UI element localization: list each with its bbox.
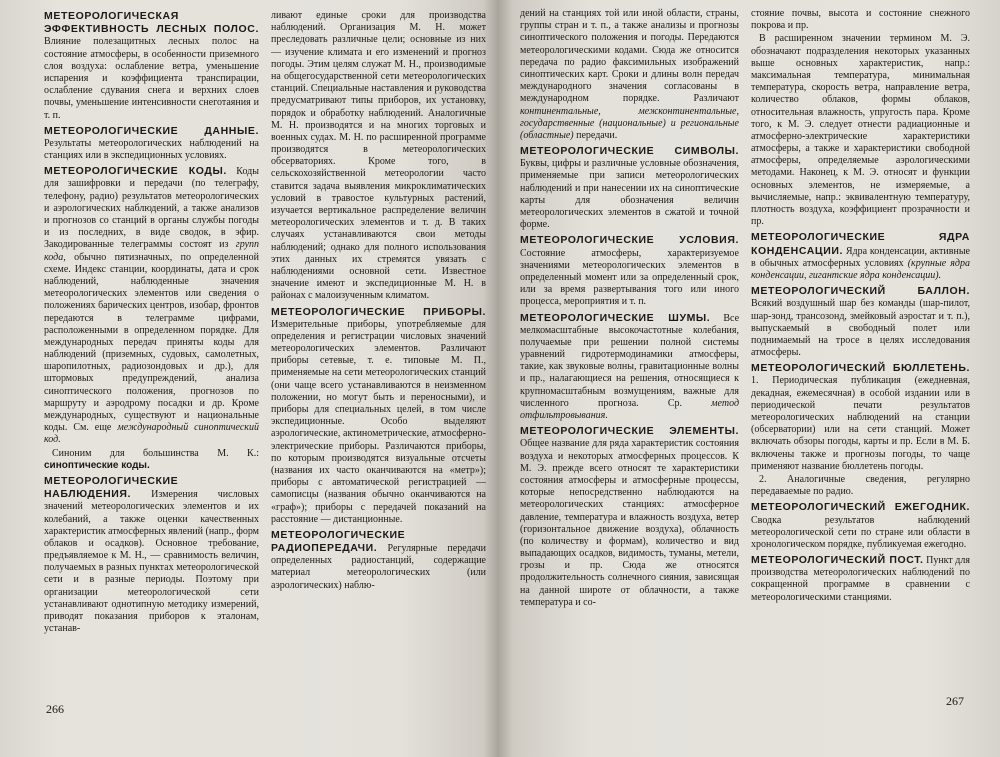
entry-headword: МЕТЕОРОЛОГИЧЕСКИЕ РАДИОПЕРЕДАЧИ. xyxy=(271,528,406,555)
italic-term: групп кода, xyxy=(44,239,259,263)
entry-text: Измерения числовых значений метеорологических элементов и их колебаний, а также оценки качественных характеристик атмосферных явлений (напр., форм облаков и осадков). Основное требование, предъявляемое к М. Н., — сравнимость величин, получаемых в разных пунктах метеорологической сети и в разные периоды. Поэтому при организации метеорологической сети устанавливают однотипную методику измерений, приводят показания приборов к эталонам, устанав- xyxy=(44,489,259,635)
entry-text: Ядра конденсации, активные в обычных атмосферных условиях xyxy=(751,245,970,269)
entry-text: передачи. xyxy=(576,129,618,141)
entry-text: Регулярные передачи определенных радиостанций, содержащие материал метеорологических (или аэрологических) наблю- xyxy=(271,543,486,591)
page-number-left: 266 xyxy=(46,702,64,716)
entry-text: Буквы, цифры и различные условные обозначения, применяемые при записи метеорологических наблюдений и при нанесении их на синоптические карты для обозначения величин метеорологических элементов в сжатой и точной форме. xyxy=(520,158,739,231)
dictionary-entry xyxy=(271,529,486,592)
entry-text: Результаты метеорологических наблюдений на станциях или в экспедиционных условиях. xyxy=(44,137,259,162)
entry-text: 1. Периодическая публикация (ежедневная, декадная, ежемесячная) в особой издании или в периодической печати результатов метеорологических наблюдений на станции (обсерватории) или на сети станций. Может включать обзоры погоды, карты и пр. Если в М. Б. включены также и прогнозы погоды, то чаще применяют название бюллетень погоды. xyxy=(751,375,970,472)
column-1 xyxy=(44,10,259,700)
entry-headword: МЕТЕОРОЛОГИЧЕСКИЕ КОДЫ. xyxy=(44,165,227,178)
entry-headword: МЕТЕОРОЛОГИЧЕСКИЕ ДАННЫЕ. xyxy=(44,124,259,137)
entry-headword: МЕТЕОРОЛОГИЧЕСКИЕ СИМВОЛЫ. xyxy=(520,145,739,158)
synonym-text: Синоним для большинства М. К.: xyxy=(52,447,259,459)
synonym-term: синоптические коды. xyxy=(44,459,150,471)
entry-continuation: ливают единые сроки для производства наблюдений. Организация М. Н. может преследовать различные цели; основные из них — изучение климата и его изменений и прогноз погоды. Этим целям служат М. Н., производимые на общегосударственной сети метеорологических станций. Специальные наставления и руководства предусматривают типы приборов, их установку, порядок и обработку наблюдений. Аналогичные М. Н. производятся и на многих торговых и военных судах. М. Н. по расширенной программе производятся в метеорологических обсерваториях. Кроме того, в сельскохозяйственной метеорологии часто ставится задача выявления микроклиматических условий в травостое культурных растений, изучается вертикальное распределение величин метеорологических элементов и т. д. В таких случаях устанавливаются свои методы наблюдений; однако для полного использования этих данных их стремятся увязать с наблюдениями основной сети. Известное значение имеют и экспедиционные М. Н. в районах с малоизученным климатом. xyxy=(271,10,486,302)
entry-headword: МЕТЕОРОЛОГИЧЕСКИЙ ЕЖЕГОДНИК. xyxy=(751,501,970,514)
entry-continuation: стояние почвы, высота и состояние снежного покрова и пр. xyxy=(751,8,970,32)
dictionary-entry xyxy=(44,125,259,163)
entry-headword: МЕТЕОРОЛОГИЧЕСКИЙ ПОСТ. xyxy=(751,554,924,567)
entry-headword: МЕТЕОРОЛОГИЧЕСКИЕ ШУМЫ. xyxy=(520,311,711,324)
entry-text: Пункт для производства метеорологических наблюдений по сокращенной программе в сравнении с метеорологическими станциями. xyxy=(751,555,970,603)
entry-text: Все мелкомасштабные высокочастотные колебания, получаемые при решении полной системы уравнений гидротермодинамики атмосферы, такие, как звуковые волны, гравитационные волны и пр., налагающиеся на решения, относящиеся к крупномасштабным возмущениям, важные для численного прогноза. Ср. xyxy=(520,312,739,409)
dictionary-entry xyxy=(520,312,739,423)
dictionary-entry xyxy=(520,145,739,231)
entry-text: обычно пятизначных, по определенной схеме. Индекс станции, координаты, дата и срок наблюдений, наблюденные значения метеорологических элементов или сведения о положениях барических центров, изобар, фронтов передаются в телеграмме цифрами, расположенными в определенном порядке. Для международных передач приняты коды для наблюдений (приземных, судовых, самолетных, шаропилотных, радиозондовых и др.), для штормовых предупреждений, анализа синоптического положения, прогнозов по маршруту и аэродрому посадки и др. Кроме международных, существуют и национальные коды. См. еще xyxy=(44,251,259,434)
entry-headword: МЕТЕОРОЛОГИЧЕСКИЕ НАБЛЮДЕНИЯ. xyxy=(44,474,179,501)
entry-text: Состояние атмосферы, характеризуемое значениями метеорологических элементов в определенный момент или за определенный срок, или за время развертывания того или иного процесса, мероприятия и т. п. xyxy=(520,247,739,308)
entry-continuation: дений на станциях той или иной области, страны, группы стран и т. п., а также анализы и прогнозы синоптического положения и погоды. Передаются метеорологическими кодами. Сюда же относится передача по радио факсимильных изображений синоптических карт. Сроки и длины волн передач международного значения согласованы в международном порядке. Различают xyxy=(520,8,739,105)
right-page xyxy=(498,0,1000,757)
entry-text: 2. Аналогичные сведения, регулярно передаваемые по радио. xyxy=(751,473,970,498)
entry-text: Коды для зашифровки и передачи (по телеграфу, телефону, радио) результатов метеорологических и аэрологических наблюдений, а также анализов и прогнозов со станций в органы службы погоды и из последних, в виде сводок, в эфир. Закодированные телеграммы состоят из xyxy=(44,166,259,251)
entry-headword: МЕТЕОРОЛОГИЧЕСКИЕ ЭЛЕМЕНТЫ. xyxy=(520,425,739,438)
dictionary-entry xyxy=(751,8,970,228)
entry-headword: МЕТЕОРОЛОГИЧЕСКИЕ ЯДРА КОНДЕНСАЦИИ. xyxy=(751,231,970,257)
italic-term: (крупные ядра конденсации, гигантские ядра конденсации). xyxy=(751,257,970,281)
dictionary-entry xyxy=(751,501,970,551)
italic-term: континентальные, межконтинентальные, государственные (национальные) и региональные (областные) xyxy=(520,105,739,141)
dictionary-entry xyxy=(520,8,739,142)
dictionary-entry xyxy=(271,10,486,303)
column-2 xyxy=(271,10,486,700)
entry-text: Сводка результатов наблюдений метеорологической сети по стране или области в хронологическом порядке, публикуемая ежегодно. xyxy=(751,514,970,550)
dictionary-entry xyxy=(520,234,739,308)
dictionary-entry xyxy=(44,10,259,122)
column-3 xyxy=(520,8,739,698)
entry-headword: МЕТЕОРОЛОГИЧЕСКАЯ ЭФФЕКТИВНОСТЬ ЛЕСНЫХ ПОЛОС. xyxy=(44,10,259,36)
dictionary-entry xyxy=(751,285,970,359)
column-4 xyxy=(751,8,970,698)
entry-headword: МЕТЕОРОЛОГИЧЕСКИЙ БАЛЛОН. xyxy=(751,285,970,298)
entry-text: Всякий воздушный шар без команды (шар-пилот, шар-зонд, трансозонд, змейковый аэростат и т. п.), выпускаемый в свободный полет или поднимаемый на тросе в целях исследования атмосферы. xyxy=(751,298,970,359)
left-page xyxy=(0,0,498,757)
dictionary-entry xyxy=(751,362,970,498)
dictionary-entry xyxy=(751,554,970,604)
entry-headword: МЕТЕОРОЛОГИЧЕСКИЕ ПРИБОРЫ. xyxy=(271,305,486,318)
page-number-right: 267 xyxy=(946,694,964,708)
entry-text: Измерительные приборы, употребляемые для определения и регистрации числовых значений метеорологических элементов. Различают приборы сетевые, т. е. типовые М. П., применяемые на сети метеорологических станций (они чаще всего устанавливаются в неизменном положении, но могут быть и переносными), и приборы для специальных целей, в том числе экспедиционные. Особо выделяют аэрологические, актинометрические, атмосферно-электрические приборы. Различаются приборы, по которым производятся визуальные отсчеты (названия их часто оканчиваются на «метр»); приборы с автоматической регистрацией — самописцы (названия обычно оканчиваются на «граф»); приборы с передачей показаний на расстояние — дистанционные. xyxy=(271,318,486,525)
dictionary-entry xyxy=(271,306,486,526)
cross-reference: метод отфильтровывания. xyxy=(520,397,739,421)
cross-reference: международный синоптический код. xyxy=(44,422,259,446)
dictionary-entry xyxy=(44,475,259,635)
entry-text: Влияние полезащитных лесных полос на состояние атмосферы, в особенности приземного слоя воздуха: ослабление ветра, уменьшение испарения и коэффициента транспирации, ослабление сдувания снега и верхних слоев почвы, уменьшение интенсивности снеготаяния и т. п. xyxy=(44,36,259,121)
dictionary-entry xyxy=(44,165,259,472)
entry-headword: МЕТЕОРОЛОГИЧЕСКИЕ УСЛОВИЯ. xyxy=(520,234,739,247)
entry-headword: МЕТЕОРОЛОГИЧЕСКИЙ БЮЛЛЕТЕНЬ. xyxy=(751,362,970,375)
dictionary-entry xyxy=(520,425,739,609)
entry-text: Общее название для ряда характеристик состояния воздуха и некоторых атмосферных процессов. К М. Э. прежде всего относят те характеристики состояния атмосферы и атмосферные процессы, которые непосредственно наблюдаются на метеорологических станциях: атмосферное давление, температура и влажность воздуха, ветер (горизонтальное движение воздуха), облачность (по количеству и формам), количество и вид выпадающих осадков, видимость, туманы, метели, грозы и пр. Сюда же относятся продолжительность солнечного сияния, зависящая на данной широте от облачности, а также температура и со- xyxy=(520,438,739,608)
dictionary-entry xyxy=(751,231,970,282)
entry-text: В расширенном значении термином М. Э. обозначают подразделения некоторых указанных выше основных характеристик, напр.: максимальная температура, минимальная температура, скорость ветра, направление ветра, количество облаков, формы облаков, относительная влажность, упругость пара. Кроме того, к М. Э. следует отнести радиационные и атмосферно-электрические характеристики атмосферы, а также и характеристики свободной атмосферы, определяемые аэрологическими методами. Наконец, к М. Э. относят и функции основных элементов, не измеряемые, а вычисляемые, напр.: эквивалентную температуру, плотность воздуха, коэффициент прозрачности и пр. xyxy=(751,33,970,228)
